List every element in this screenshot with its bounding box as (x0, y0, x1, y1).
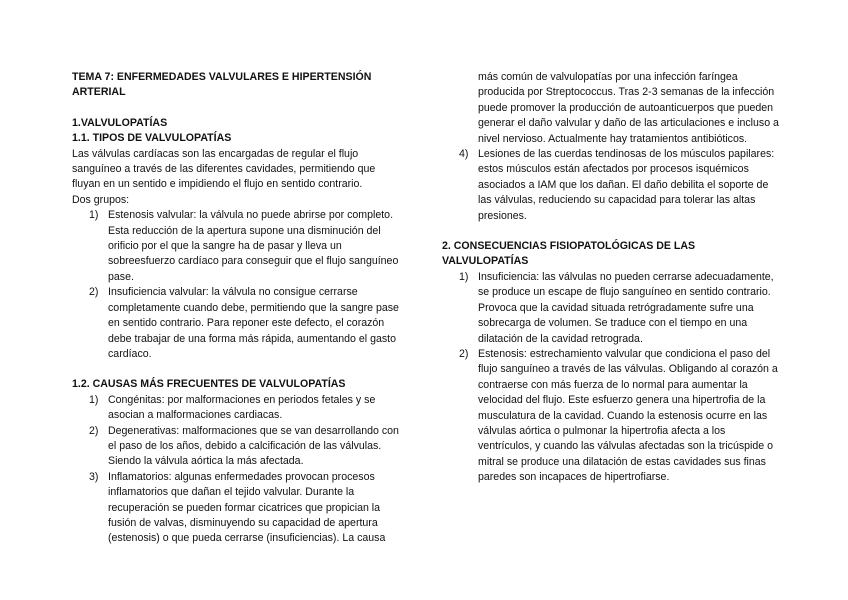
list-item-number: 2) (89, 286, 99, 299)
list-item-text: Insuficiencia valvular: la válvula no consigue cerrarse completamente cuando debe, permitiendo que la sangre pase en sentido contrario. Para reponer este defecto, el corazón debe trabajar de una forma más rápida, aumentando el gasto cardíaco. (108, 286, 399, 360)
list-item-continuation: más común de valvulopatías por una infección faríngea producida por Streptococcus. Tras 2-3 semanas de la infección puede promover la producción de autoanticuerpos que pueden generar el daño valvular y daño de las articulaciones e incluso a nivel nervioso. Actualmente hay tratamientos antibióticos. (478, 71, 779, 145)
section-1-1-intro: Las válvulas cardíacas son las encargadas de regular el flujo sanguíneo a través de las diferentes cavidades, permitiendo que fluyan en un sentido e impidiendo el flujo en sentido contrario. (72, 147, 376, 191)
list-item (442, 270, 782, 347)
list-item-number: 4) (459, 148, 469, 161)
list-item-number: 1) (459, 270, 469, 283)
valvulopathy-causes-list-continued (442, 147, 782, 224)
list-item-number: 1) (89, 393, 99, 406)
list-item-number: 2) (459, 347, 469, 360)
consequences-list (442, 270, 782, 486)
valvulopathy-types-list (72, 208, 402, 362)
document-title: TEMA 7: ENFERMEDADES VALVULARES E HIPERTENSIÓN ARTERIAL (72, 71, 372, 99)
list-item (72, 208, 402, 285)
list-item-text: Insuficiencia: las válvulas no pueden cerrarse adecuadamente, se produce un escape de flujo sanguíneo en sentido contrario. Provoca que la cavidad situada retrógradamente sufre una sobrecarga de volumen. Se traduce con el tiempo en una dilatación de la cavidad retrograda. (478, 270, 774, 345)
groups-label: Dos grupos: (72, 193, 130, 206)
list-item (72, 393, 402, 424)
list-item (442, 147, 782, 224)
valvulopathy-causes-list (72, 393, 402, 547)
list-item-text: Congénitas: por malformaciones en periodos fetales y se asocian a malformaciones cardiacas. (108, 393, 376, 422)
right-column (442, 70, 782, 486)
list-item-text: Lesiones de las cuerdas tendinosas de los músculos papilares: estos músculos están afectados por procesos isquémicos asociados a IAM que los dañan. El daño debilita el soporte de las válvulas, reduciendo su capacidad para tolerar las altas presiones. (478, 148, 775, 222)
list-item-number: 1) (89, 209, 99, 222)
list-item-text: Estenosis: estrechamiento valvular que condiciona el paso del flujo sanguíneo a través de las válvulas. Obligando al corazón a contraerse con más fuerza de lo normal para aumentar la velocidad del flujo. Este esfuerzo genera una hipertrofia de la musculatura de la cavidad. Cuando la estenosis ocurre en las válvulas aórtica o pulmonar la hipertrofia afecta a los ventrículos, y cuando las válvulas afectadas son la tricúspide o mitral se produce una dilatación de estas cavidades sus finas paredes son incapaces de hipertrofiarse. (478, 347, 778, 484)
list-item-text: Estenosis valvular: la válvula no puede abrirse por completo. Esta reducción de la apertura supone una disminución del orificio por el que la sangre ha de pasar y lleva un sobreesfuerzo cardíaco para conseguir que el flujo sanguíneo pase. (108, 209, 399, 283)
section-1-2-heading: 1.2. CAUSAS MÁS FRECUENTES DE VALVULOPATÍAS (72, 378, 346, 391)
list-item-text: Degenerativas: malformaciones que se van desarrollando con el paso de los años, debido a calcificación de las válvulas. Siendo la válvula aórtica la más afectada. (108, 424, 399, 468)
left-column (72, 70, 402, 547)
section-1-1-heading: 1.1. TIPOS DE VALVULOPATÍAS (72, 132, 232, 145)
list-item (72, 285, 402, 362)
section-2-heading: 2. CONSECUENCIAS FISIOPATOLÓGICAS DE LAS VALVULOPATÍAS (442, 240, 696, 268)
list-item-number: 2) (89, 424, 99, 437)
list-item (442, 347, 782, 486)
section-1-heading: 1.VALVULOPATÍAS (72, 116, 168, 129)
list-item (72, 470, 402, 547)
list-item-number: 3) (89, 470, 99, 483)
list-item-text: Inflamatorios: algunas enfermedades provocan procesos inflamatorios que dañan el tejido valvular. Durante la recuperación se pueden formar cicatrices que propician la fusión de valvas, disminuyendo su capacidad de apertura (estenosis) o que pueda cerrarse (insuficiencias). La causa (108, 470, 386, 545)
list-item (72, 424, 402, 470)
